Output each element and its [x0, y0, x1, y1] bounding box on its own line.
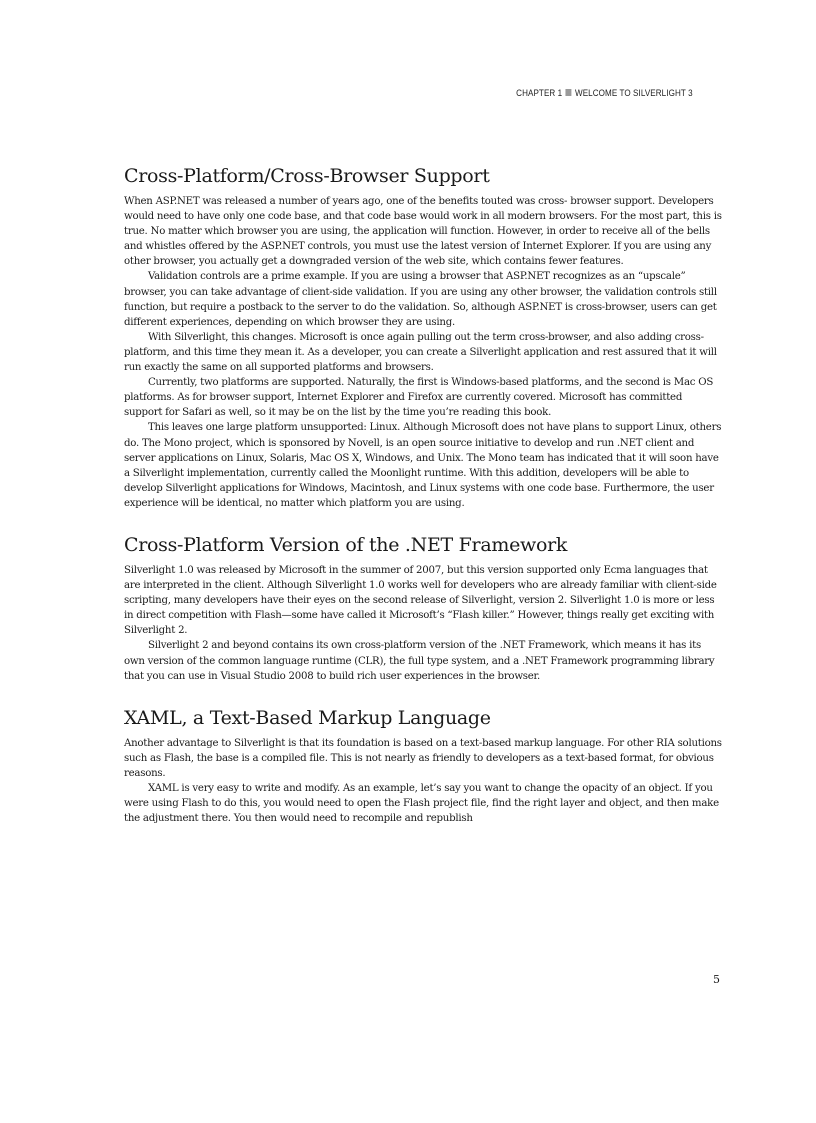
page-body [124, 158, 722, 842]
running-header [516, 88, 693, 99]
header-title: WELCOME TO SILVERLIGHT 3 [575, 88, 693, 99]
section-xaml-markup [124, 700, 722, 827]
section-heading: XAML, a Text-Based Markup Language [124, 706, 491, 729]
section-heading: Cross-Platform/Cross-Browser Support [124, 165, 490, 187]
square-bullet-icon [566, 89, 572, 96]
section-heading: Cross-Platform Version of the .NET Framework [124, 533, 568, 556]
paragraph: Validation controls are a prime example. If you are using a browser that ASP.NET recognizes as an “upscale” browser, you can take advantage of client-side validation. If you are using any other browser, the validation controls still function, but require a postback to the server to do the validation. So, although ASP.NET is cross-browser, users can get different experiences, depending on which browser they are using. [124, 271, 717, 328]
paragraph: This leaves one large platform unsupported: Linux. Although Microsoft does not have plans to support Linux, others do. The Mono project, which is sponsored by Novell, is an open source initiative to develop and run .NET client and server applications on Linux, Solaris, Mac OS X, Windows, and Unix. The Mono team has indicated that it will soon have a Silverlight implementation, currently called the Moonlight runtime. With this addition, developers will be able to develop Silverlight applications for Windows, Macintosh, and Linux systems with one code base. Furthermore, the user experience will be identical, no matter which platform you are using. [124, 422, 722, 509]
page-number: 5 [713, 973, 720, 986]
paragraph: XAML is very easy to write and modify. As an example, let’s say you want to change the opacity of an object. If you were using Flash to do this, you would need to open the Flash project file, find the right layer and object, and then make the adjustment there. You then would need to recompile and republish [124, 783, 719, 825]
header-chapter: CHAPTER 1 [516, 88, 563, 99]
section-net-framework-version [124, 527, 722, 684]
paragraph: Currently, two platforms are supported. Naturally, the first is Windows-based platforms, and the second is Mac OS platforms. As for browser support, Internet Explorer and Firefox are currently covered. Microsoft has committed support for Safari as well, so it may be on the list by the time you’re reading this book. [124, 377, 714, 419]
section-cross-platform-browser-support [124, 158, 722, 511]
paragraph: Another advantage to Silverlight is that its foundation is based on a text-based markup language. For other RIA solutions such as Flash, the base is a compiled file. This is not nearly as friendly to developers as a text-based format, for obvious reasons. [124, 737, 722, 779]
paragraph: When ASP.NET was released a number of years ago, one of the benefits touted was cross- browser support. Developers would need to have only one code base, and that code base would work in all modern browsers. For the most part, this is true. No matter which browser you are using, the application will function. However, in order to receive all of the bells and whistles offered by the ASP.NET controls, you must use the latest version of Internet Explorer. If you are using any other browser, you actually get a downgraded version of the web site, which contains fewer features. [124, 196, 722, 268]
paragraph: Silverlight 1.0 was released by Microsoft in the summer of 2007, but this version supported only Ecma languages that are interpreted in the client. Although Silverlight 1.0 works well for developers who are already familiar with client-side scripting, many developers have their eyes on the second release of Silverlight, version 2. Silverlight 1.0 is more or less in direct competition with Flash—some have called it Microsoft’s “Flash killer.” However, things really get exciting with Silverlight 2. [124, 564, 717, 637]
paragraph: Silverlight 2 and beyond contains its own cross-platform version of the .NET Framework, which means it has its own version of the common language runtime (CLR), the full type system, and a .NET Framework programming library that you can use in Visual Studio 2008 to build rich user experiences in the browser. [124, 640, 715, 682]
paragraph: With Silverlight, this changes. Microsoft is once again pulling out the term cross-browser, and also adding cross-platform, and this time they mean it. As a developer, you can create a Silverlight application and rest assured that it will run exactly the same on all supported platforms and browsers. [124, 331, 717, 374]
